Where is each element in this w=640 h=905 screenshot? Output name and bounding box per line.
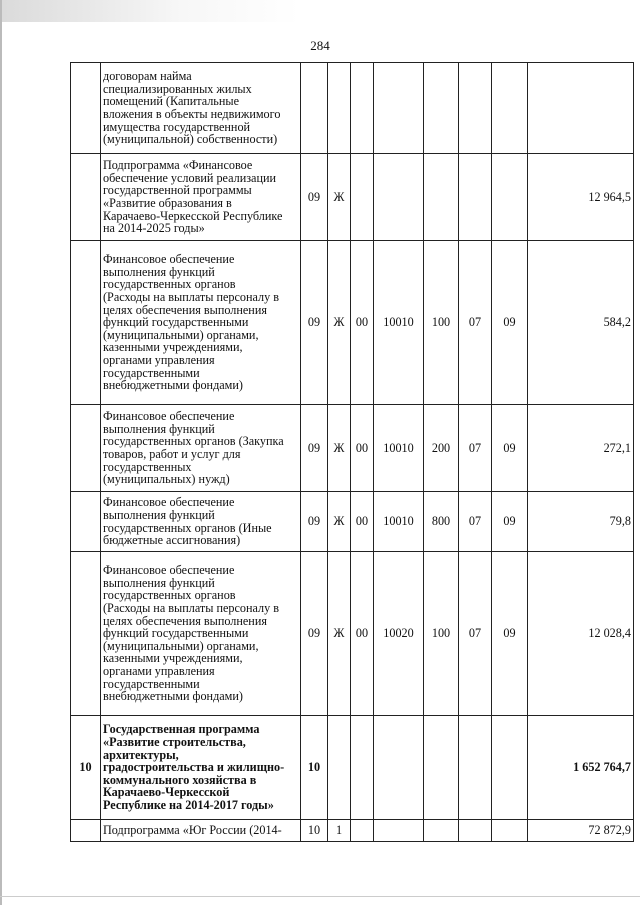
description-cell: Финансовое обеспечение выполнения функций государственных органов (Закупка товаров, работ и услуг для государственных (муниципальных) нужд) xyxy=(101,405,301,492)
amount-cell: 584,2 xyxy=(528,241,634,405)
expense-direction-cell xyxy=(374,716,424,820)
table-row xyxy=(71,63,634,154)
table-row xyxy=(71,492,634,552)
table-row xyxy=(71,405,634,492)
expense-direction-cell: 10010 xyxy=(374,405,424,492)
row-number-cell xyxy=(71,492,101,552)
description-cell: Финансовое обеспечение выполнения функций государственных органов (Иные бюджетные ассигнования) xyxy=(101,492,301,552)
description-cell: Финансовое обеспечение выполнения функций государственных органов (Расходы на выплаты персоналу в целях обеспечения выполнения функций государственными (муниципальными) органами, казенными учреждениями, органами управления государственными внебюджетными фондами) xyxy=(101,552,301,716)
expense-type-cell: 100 xyxy=(424,241,459,405)
section-cell xyxy=(459,154,492,241)
program-code-cell: 09 xyxy=(301,552,328,716)
subprogram-code-cell: 1 xyxy=(328,820,351,842)
expense-direction-cell: 10010 xyxy=(374,241,424,405)
row-number-cell xyxy=(71,241,101,405)
expense-direction-cell xyxy=(374,154,424,241)
scan-artifact xyxy=(0,0,300,22)
expense-direction-cell: 10020 xyxy=(374,552,424,716)
scan-edge xyxy=(0,0,2,905)
expense-type-cell xyxy=(424,154,459,241)
subprogram-code-cell: Ж xyxy=(328,405,351,492)
table-row xyxy=(71,154,634,241)
program-code-cell: 09 xyxy=(301,241,328,405)
expense-direction-cell xyxy=(374,63,424,154)
row-number-cell xyxy=(71,820,101,842)
subsection-cell: 09 xyxy=(492,405,528,492)
program-code-cell: 09 xyxy=(301,154,328,241)
amount-cell: 12 028,4 xyxy=(528,552,634,716)
subprogram-code-cell xyxy=(328,716,351,820)
description-cell: Подпрограмма «Юг России (2014- xyxy=(101,820,301,842)
subprogram-code-cell: Ж xyxy=(328,154,351,241)
expense-type-cell: 200 xyxy=(424,405,459,492)
expense-type-cell xyxy=(424,63,459,154)
table-row xyxy=(71,241,634,405)
section-cell: 07 xyxy=(459,492,492,552)
program-code-cell: 10 xyxy=(301,716,328,820)
subsection-cell xyxy=(492,820,528,842)
amount-cell: 272,1 xyxy=(528,405,634,492)
amount-cell: 1 652 764,7 xyxy=(528,716,634,820)
amount-cell: 12 964,5 xyxy=(528,154,634,241)
subprogram-code-cell: Ж xyxy=(328,552,351,716)
expense-type-cell: 800 xyxy=(424,492,459,552)
row-number-cell xyxy=(71,552,101,716)
subsection-cell: 09 xyxy=(492,241,528,405)
main-event-code-cell: 00 xyxy=(351,492,374,552)
expense-type-cell xyxy=(424,820,459,842)
amount-cell xyxy=(528,63,634,154)
expense-direction-cell: 10010 xyxy=(374,492,424,552)
subsection-cell: 09 xyxy=(492,552,528,716)
description-cell: договорам найма специализированных жилых помещений (Капитальные вложения в объекты недвижимого имущества государственной (муниципальной) собственности) xyxy=(101,63,301,154)
main-event-code-cell xyxy=(351,716,374,820)
row-number-cell: 10 xyxy=(71,716,101,820)
expense-type-cell: 100 xyxy=(424,552,459,716)
subprogram-code-cell: Ж xyxy=(328,241,351,405)
page-number: 284 xyxy=(310,38,330,53)
expense-direction-cell xyxy=(374,820,424,842)
main-event-code-cell xyxy=(351,154,374,241)
row-number-cell xyxy=(71,405,101,492)
section-cell xyxy=(459,716,492,820)
description-cell: Финансовое обеспечение выполнения функций государственных органов (Расходы на выплаты персоналу в целях обеспечения выполнения функций государственными (муниципальными) органами, казенными учреждениями, органами управления государственными внебюджетными фондами) xyxy=(101,241,301,405)
main-event-code-cell: 00 xyxy=(351,405,374,492)
budget-table xyxy=(70,62,634,842)
scan-bottom-edge xyxy=(0,896,640,897)
subprogram-code-cell: Ж xyxy=(328,492,351,552)
subprogram-code-cell xyxy=(328,63,351,154)
program-code-cell: 10 xyxy=(301,820,328,842)
program-code-cell: 09 xyxy=(301,405,328,492)
section-cell xyxy=(459,820,492,842)
description-cell: Подпрограмма «Финансовое обеспечение условий реализации государственной программы «Развитие образования в Карачаево-Черкесской Республике на 2014-2025 годы» xyxy=(101,154,301,241)
program-code-cell: 09 xyxy=(301,492,328,552)
main-event-code-cell: 00 xyxy=(351,552,374,716)
main-event-code-cell xyxy=(351,820,374,842)
amount-cell: 72 872,9 xyxy=(528,820,634,842)
amount-cell: 79,8 xyxy=(528,492,634,552)
table-row xyxy=(71,716,634,820)
subsection-cell xyxy=(492,716,528,820)
row-number-cell xyxy=(71,154,101,241)
row-number-cell xyxy=(71,63,101,154)
section-cell: 07 xyxy=(459,405,492,492)
table-row xyxy=(71,552,634,716)
main-event-code-cell xyxy=(351,63,374,154)
main-event-code-cell: 00 xyxy=(351,241,374,405)
expense-type-cell xyxy=(424,716,459,820)
table-row xyxy=(71,820,634,842)
section-cell xyxy=(459,63,492,154)
description-cell: Государственная программа «Развитие строительства, архитектуры, градостроительства и жилищно- коммунального хозяйства в Карачаево-Черкесской Республике на 2014-2017 годы» xyxy=(101,716,301,820)
subsection-cell xyxy=(492,63,528,154)
subsection-cell xyxy=(492,154,528,241)
section-cell: 07 xyxy=(459,552,492,716)
section-cell: 07 xyxy=(459,241,492,405)
program-code-cell xyxy=(301,63,328,154)
table-body xyxy=(71,63,634,842)
subsection-cell: 09 xyxy=(492,492,528,552)
